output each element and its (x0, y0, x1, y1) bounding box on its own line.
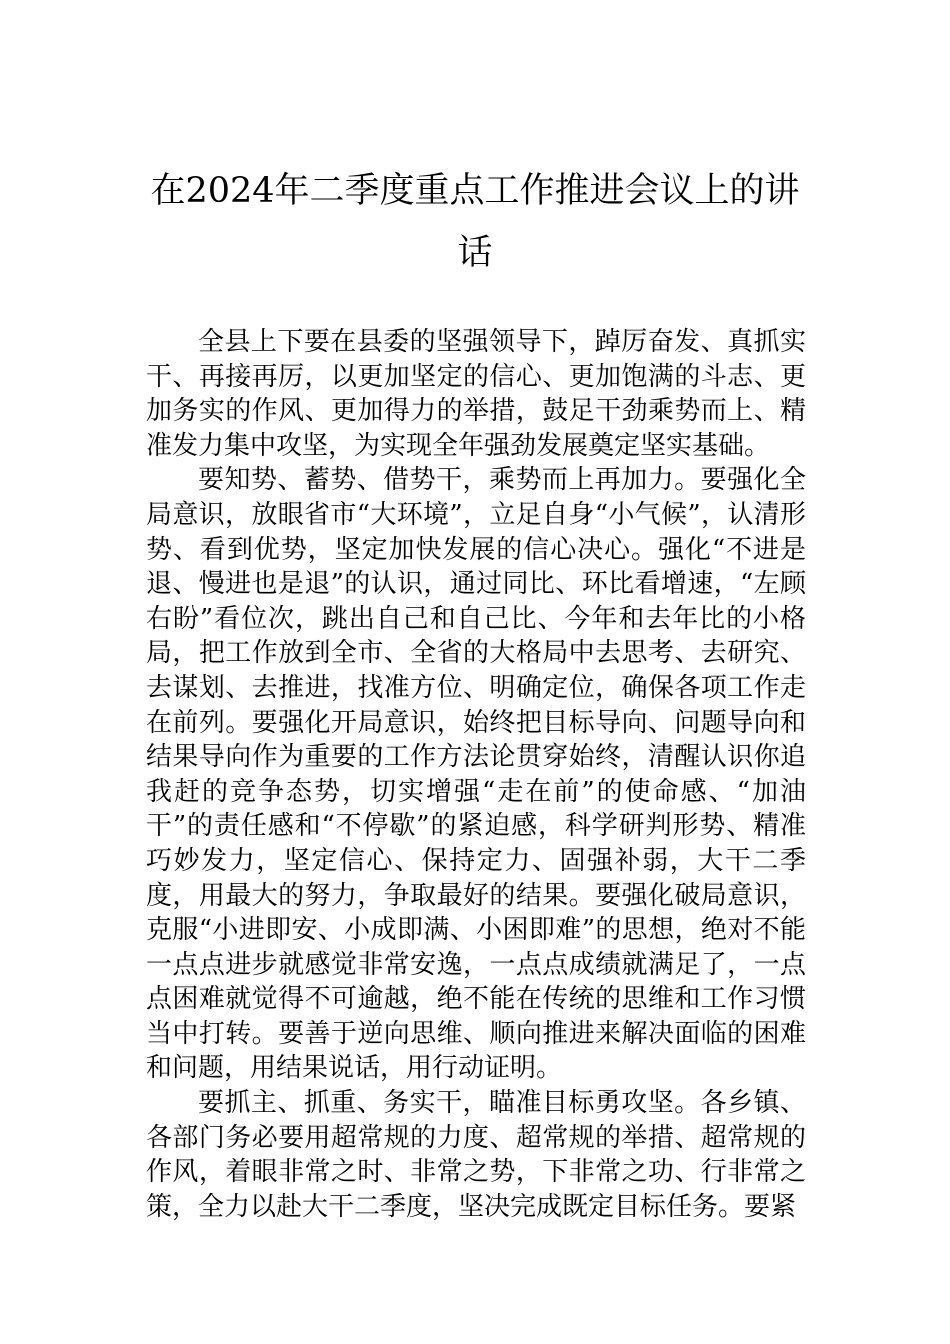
document-title: 在2024年二季度重点工作推进会议上的讲话 (150, 171, 800, 273)
paragraph-2: 要知势、蓄势、借势干，乘势而上再加力。要强化全局意识，放眼省市“大环境”，立足自身“小气候”，认清形势、看到优势，坚定加快发展的信心决心。强化“不进是退、慢进也是退”的认识，通过同比、环比看增速，“左顾右盼”看位次，跳出自己和自己比、今年和去年比的小格局，把工作放到全市、全省的大格局中去思考、去研究、去谋划、去推进，找准方位、明确定位，确保各项工作走在前列。要强化开局意识，始终把目标导向、问题导向和结果导向作为重要的工作方法论贯穿始终，清醒认识你追我赶的竞争态势，切实增强“走在前”的使命感、“加油干”的责任感和“不停歇”的紧迫感，科学研判形势、精准巧妙发力，坚定信心、保持定力、固强补弱，大干二季度，用最大的努力，争取最好的结果。要强化破局意识，克服“小进即安、小成即满、小困即难”的思想，绝对不能一点点进步就感觉非常安逸，一点点成绩就满足了，一点点困难就觉得不可逾越，绝不能在传统的思维和工作习惯当中打转。要善于逆向思维、顺向推进来解决面临的困难和问题，用结果说话，用行动证明。 (146, 465, 806, 1084)
paragraph-3: 要抓主、抓重、务实干，瞄准目标勇攻坚。各乡镇、各部门务必要用超常规的力度、超常规的举措、超常规的作风，着眼非常之时、非常之势，下非常之功、行非常之策，全力以赴大干二季度，坚决完成既定目标任务。要紧 (146, 1088, 806, 1222)
paragraph-1: 全县上下要在县委的坚强领导下，踔厉奋发、真抓实干、再接再厉，以更加坚定的信心、更加饱满的斗志、更加务实的作风、更加得力的举措，鼓足干劲乘势而上、精准发力集中攻坚，为实现全年强劲发展奠定坚实基础。 (146, 327, 806, 461)
document-body (146, 325, 806, 1224)
